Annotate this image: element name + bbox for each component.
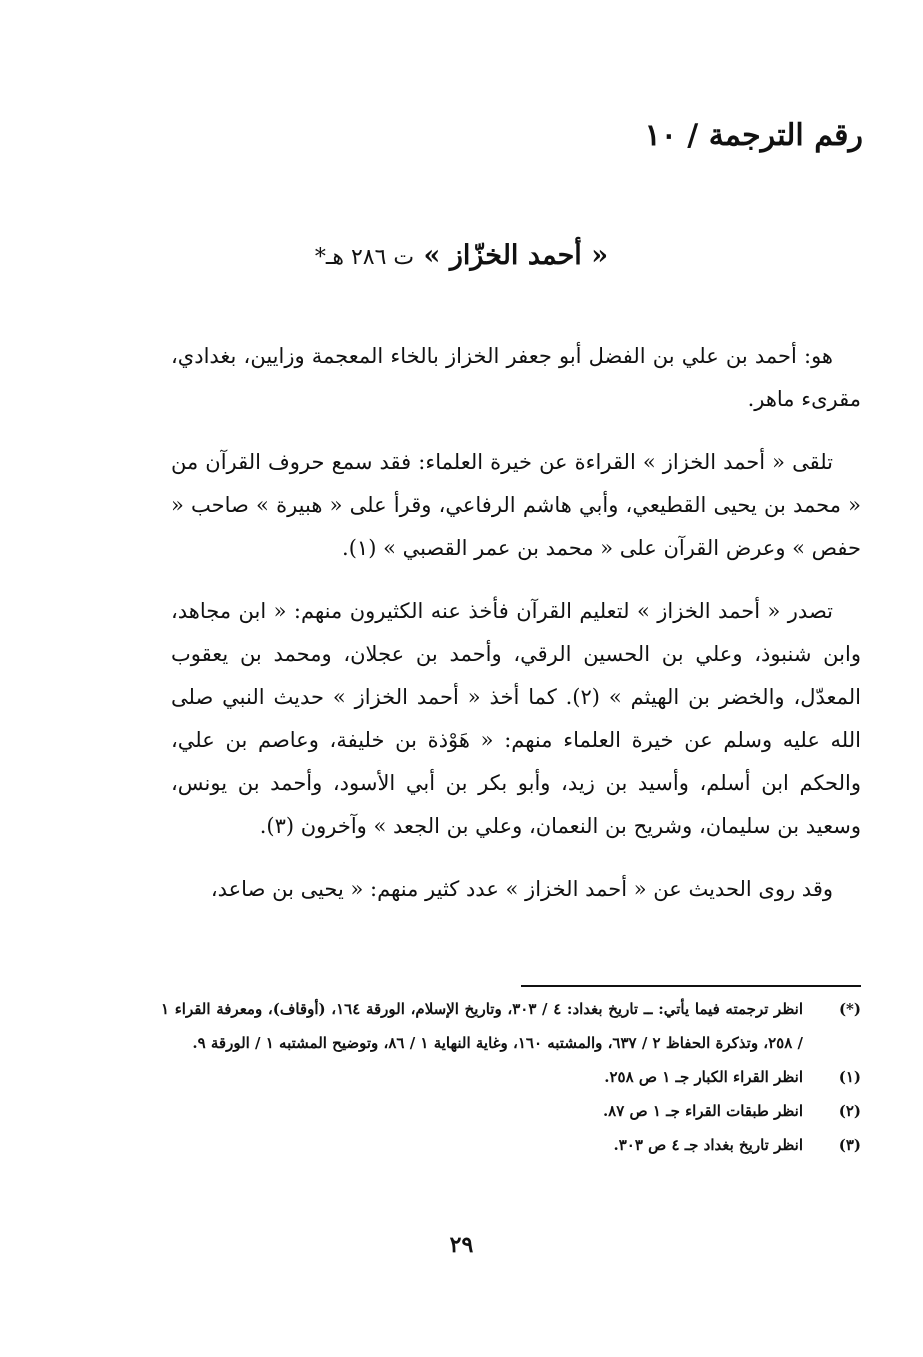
biography-body [171, 335, 861, 931]
paragraph-students: تصدر « أحمد الخزاز » لتعليم القرآن فأخذ عنه الكثيرون منهم: « ابن مجاهد، وابن شنبوذ، وعلي بن الحسين الرقي، وأحمد بن عجلان، ومحمد بن يعقوب المعدّل، والخضر بن الهيثم » (٢). كما أخذ « أحمد الخزاز » حديث النبي صلى الله عليه وسلم عن خيرة العلماء منهم: « هَوْذة بن خليفة، وعاصم بن علي، والحكم ابن أسلم، وأسيد بن زيد، وأبو بكر بن أبي الأسود، وأحمد بن يونس، وسعيد بن سليمان، وشريح بن النعمان، وعلي بن الجعد » وآخرون (٣). [171, 599, 862, 838]
paragraph-teachers: تلقى « أحمد الخزاز » القراءة عن خيرة العلماء: فقد سمع حروف القرآن من « محمد بن يحيى القطيعي، وأبي هاشم الرفاعي، وقرأ على « هبيرة » صاحب « حفص » وعرض القرآن على « محمد بن عمر القصبي » (١). [171, 450, 861, 560]
footnote-mark: (٢) [838, 1102, 861, 1120]
footnote-mark: (*) [838, 1000, 861, 1018]
footnote-text: انظر تاريخ بغداد جـ ٤ ص ٣٠٣. [613, 1136, 803, 1154]
footnote-text: انظر ترجمته فيما يأتي: ــ تاريخ بغداد: ٤ / ٣٠٣، وتاريخ الإسلام، الورقة ١٦٤، (أوقاف)، ومعرفة القراء ١ / ٢٥٨، وتذكرة الحفاظ ٢ / ٦٣٧، والمشتبه ١٦٠، وغاية النهاية ١ / ٨٦، وتوضيح المشتبه ١ / الورقة ٩. [161, 1000, 803, 1052]
footnote-item [161, 1128, 861, 1162]
biography-death-date: ت ٢٨٦ هـ* [314, 245, 415, 270]
biography-name: « أحمد الخزّاز » [423, 240, 609, 271]
footnote-text: انظر القراء الكبار جـ ١ ص ٢٥٨. [604, 1068, 803, 1086]
footnote-mark: (١) [838, 1068, 861, 1086]
page-number: ٢٩ [449, 1232, 474, 1258]
footnote-item [161, 1060, 861, 1094]
paragraph-intro: هو: أحمد بن علي بن الفضل أبو جعفر الخزاز بالخاء المعجمة وزايين، بغدادي، مقرىء ماهر. [171, 344, 861, 411]
biography-heading [0, 240, 923, 271]
footnote-item [161, 1094, 861, 1128]
footnote-divider [521, 985, 861, 987]
footnote-mark: (٣) [838, 1136, 861, 1154]
footnotes [161, 992, 861, 1162]
translation-number-title: رقم الترجمة / ١٠ [644, 118, 863, 153]
footnote-item [161, 992, 861, 1060]
footnote-text: انظر طبقات القراء جـ ١ ص ٨٧. [602, 1102, 803, 1120]
paragraph-narrators: وقد روى الحديث عن « أحمد الخزاز » عدد كثير منهم: « يحيى بن صاعد، [210, 877, 833, 901]
